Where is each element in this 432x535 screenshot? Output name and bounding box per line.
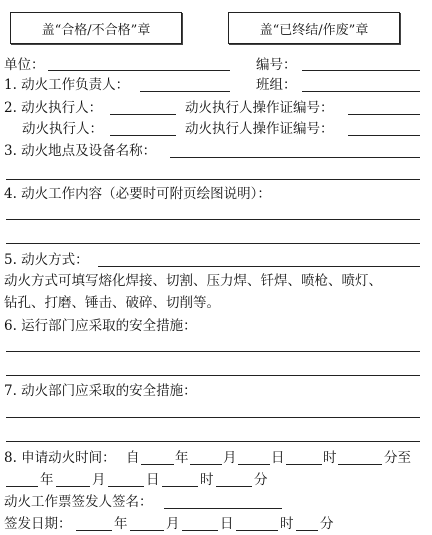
- sign-month-field[interactable]: [130, 530, 164, 531]
- executor-label-2: 动火执行人：: [22, 121, 103, 137]
- sign-day-field[interactable]: [182, 530, 218, 531]
- apply-start-hour-label: 时: [323, 450, 337, 466]
- apply-time-label: 8. 申请动火时间：: [4, 450, 116, 466]
- apply-end-hour-label: 时: [200, 472, 214, 488]
- executor-field-2[interactable]: [110, 135, 176, 136]
- apply-end-year-field[interactable]: [6, 486, 38, 487]
- apply-end-minute-field[interactable]: [216, 486, 252, 487]
- team-field[interactable]: [302, 91, 420, 92]
- number-label: 编号：: [256, 57, 297, 73]
- apply-start-month-label: 月: [223, 450, 237, 466]
- unit-label: 单位：: [4, 57, 45, 73]
- team-label: 班组：: [256, 77, 297, 93]
- sign-minute-field[interactable]: [296, 530, 318, 531]
- leader-field[interactable]: [140, 91, 230, 92]
- sign-year-label: 年: [114, 516, 128, 532]
- location-field-1[interactable]: [170, 157, 420, 158]
- sign-date-label: 签发日期：: [4, 516, 72, 532]
- sign-day-label: 日: [220, 516, 234, 532]
- method-note-line-2: 钻孔、打磨、锤击、破碎、切削等。: [4, 295, 220, 311]
- ops-measures-label: 6. 运行部门应采取的安全措施：: [4, 318, 197, 334]
- apply-start-minute-field[interactable]: [338, 464, 382, 465]
- location-field-2[interactable]: [6, 179, 420, 180]
- sign-hour-label: 时: [280, 516, 294, 532]
- cert-label-2: 动火执行人操作证编号：: [185, 121, 334, 137]
- apply-end-day-label: 日: [146, 472, 160, 488]
- dept-measures-label: 7. 动火部门应采取的安全措施：: [4, 383, 197, 399]
- method-field[interactable]: [98, 266, 420, 267]
- apply-end-year-label: 年: [40, 472, 54, 488]
- apply-start-day-label: 日: [271, 450, 285, 466]
- method-label: 5. 动火方式：: [4, 252, 89, 268]
- content-field-2[interactable]: [6, 243, 420, 244]
- ops-measures-field-2[interactable]: [6, 375, 420, 376]
- apply-start-year-label: 年: [175, 450, 189, 466]
- content-field-1[interactable]: [6, 219, 420, 220]
- apply-from-label: 自: [126, 450, 140, 466]
- executor-field-1[interactable]: [110, 114, 176, 115]
- sign-minute-label: 分: [320, 516, 334, 532]
- stamp-ended-text: 盖“已终结/作废”章: [259, 22, 369, 38]
- location-label: 3. 动火地点及设备名称：: [4, 143, 157, 159]
- sign-month-label: 月: [166, 516, 180, 532]
- apply-start-minute-to-label: 分至: [384, 450, 411, 466]
- apply-start-month-field[interactable]: [190, 464, 222, 465]
- apply-start-day-field[interactable]: [238, 464, 270, 465]
- stamp-ended-box: [228, 12, 400, 44]
- apply-start-hour-field[interactable]: [286, 464, 322, 465]
- apply-end-month-field[interactable]: [56, 486, 90, 487]
- unit-field[interactable]: [48, 70, 230, 71]
- apply-end-hour-field[interactable]: [162, 486, 198, 487]
- leader-label: 1. 动火工作负责人：: [4, 77, 130, 93]
- apply-end-minute-label: 分: [254, 472, 268, 488]
- content-label: 4. 动火工作内容（必要时可附页绘图说明）：: [4, 186, 271, 202]
- signer-label: 动火工作票签发人签名：: [4, 494, 153, 510]
- sign-year-field[interactable]: [76, 530, 112, 531]
- number-field[interactable]: [302, 70, 420, 71]
- executor-label-1: 2. 动火执行人：: [4, 100, 103, 116]
- sign-hour-field[interactable]: [236, 530, 278, 531]
- stamp-qualified-box: [10, 12, 182, 44]
- cert-label-1: 动火执行人操作证编号：: [185, 100, 334, 116]
- method-note-line-1: 动火方式可填写熔化焊接、切割、压力焊、钎焊、喷枪、喷灯、: [4, 273, 382, 289]
- apply-end-day-field[interactable]: [108, 486, 144, 487]
- dept-measures-field-2[interactable]: [6, 441, 420, 442]
- apply-end-month-label: 月: [92, 472, 106, 488]
- ops-measures-field-1[interactable]: [6, 351, 420, 352]
- cert-field-2[interactable]: [348, 135, 420, 136]
- apply-start-year-field[interactable]: [141, 464, 174, 465]
- signer-field[interactable]: [164, 508, 282, 509]
- dept-measures-field-1[interactable]: [6, 417, 420, 418]
- cert-field-1[interactable]: [348, 114, 420, 115]
- stamp-qualified-text: 盖“合格/不合格”章: [41, 22, 151, 38]
